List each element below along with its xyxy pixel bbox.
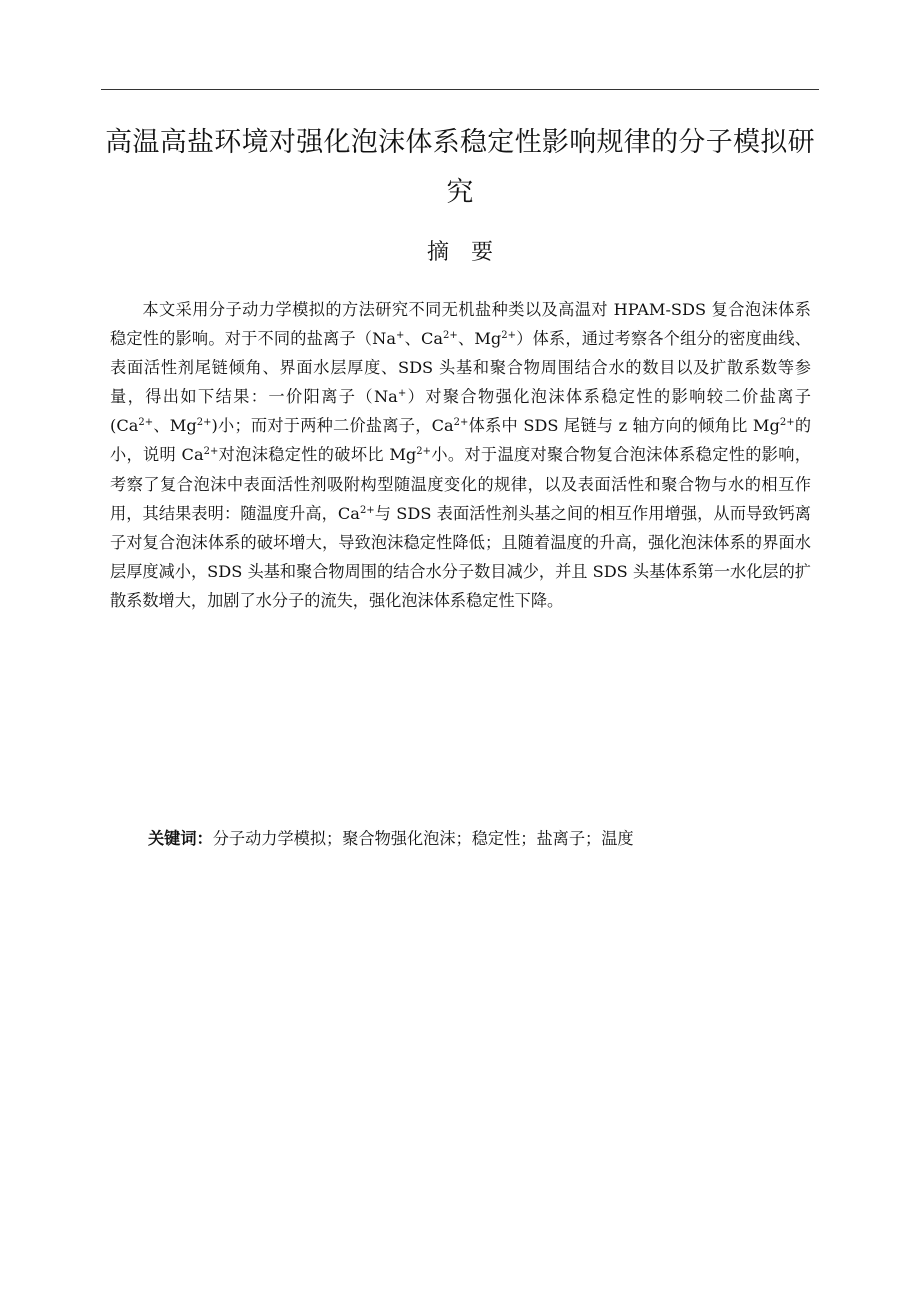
abstract-body xyxy=(110,295,811,615)
abstract-text-segment: 对泡沫稳定性的破坏比 Mg xyxy=(218,445,417,465)
ion-charge-superscript: 2+ xyxy=(443,330,458,342)
keywords-text: 分子动力学模拟；聚合物强化泡沫；稳定性；盐离子；温度 xyxy=(212,829,634,848)
page-title: 高温高盐环境对强化泡沫体系稳定性影响规律的分子模拟研究 xyxy=(105,127,815,208)
ion-charge-superscript: 2+ xyxy=(138,417,154,429)
ion-charge-superscript: 2+ xyxy=(416,446,432,458)
abstract-text-segment: 、Mg xyxy=(153,416,197,436)
abstract-text-segment: 的小，说明 Ca xyxy=(110,416,812,465)
ion-charge-superscript: 2+ xyxy=(203,446,219,458)
abstract-heading xyxy=(100,236,820,270)
ion-charge-superscript: 2+ xyxy=(779,417,795,429)
abstract-text-segment: 、Ca xyxy=(404,329,444,349)
ion-charge-superscript: 2+ xyxy=(501,330,517,342)
keywords-label: 关键词： xyxy=(148,829,213,848)
abstract-text-segment: 本文采用分子动力学模拟的方法研究不同无机盐种类以及高温对 HPAM-SDS 复合泡沫体系稳定性的影响。对于不同的盐离子（Na xyxy=(110,300,811,349)
abstract-text-segment: ）体系，通过考察各个组分的密度曲线、表面活性剂尾链倾角、界面水层厚度、SDS 头基和聚合物周围结合水的数目以及扩散系数等参量，得出如下结果：一价阳离子（Na xyxy=(110,329,811,407)
ion-charge-superscript: + xyxy=(397,388,407,400)
abstract-text-segment: 与 SDS 表面活性剂头基之间的相互作用增强，从而导致钙离子对复合泡沫体系的破坏增大，导致泡沫稳定性降低；且随着温度的升高，强化泡沫体系的界面水层厚度减小，SDS 头基和聚合物周围的结合水分子数目减少，并且 SDS 头基体系第一水化层的扩散系数增大，加剧了水分子的流失，强化泡沫体系稳定性下降。 xyxy=(110,503,811,610)
ion-charge-superscript: 2+ xyxy=(453,417,469,429)
abstract-heading-char-2: 要 xyxy=(471,240,494,265)
abstract-text-segment: 体系中 SDS 尾链与 z 轴方向的倾角比 Mg xyxy=(468,416,780,436)
abstract-text-segment: 小。对于温度对聚合物复合泡沫体系稳定性的影响，考察了复合泡沫中表面活性剂吸附构型随温度变化的规律，以及表面活性和聚合物与水的相互作用，其结果表明：随温度升高，Ca xyxy=(110,445,811,523)
abstract-text-segment: )小；而对于两种二价盐离子，Ca xyxy=(211,416,454,436)
ion-charge-superscript: 2+ xyxy=(196,417,212,429)
abstract-text-segment: 、Mg xyxy=(457,329,502,349)
ion-charge-superscript: 2+ xyxy=(359,504,375,516)
abstract-text-segment: ）对聚合物强化泡沫体系稳定性的影响较二价盐离子(Ca xyxy=(110,387,811,436)
keywords-line xyxy=(148,826,634,852)
ion-charge-superscript: + xyxy=(396,330,405,342)
header-rule xyxy=(101,89,819,90)
abstract-heading-char-1: 摘 xyxy=(426,240,449,265)
